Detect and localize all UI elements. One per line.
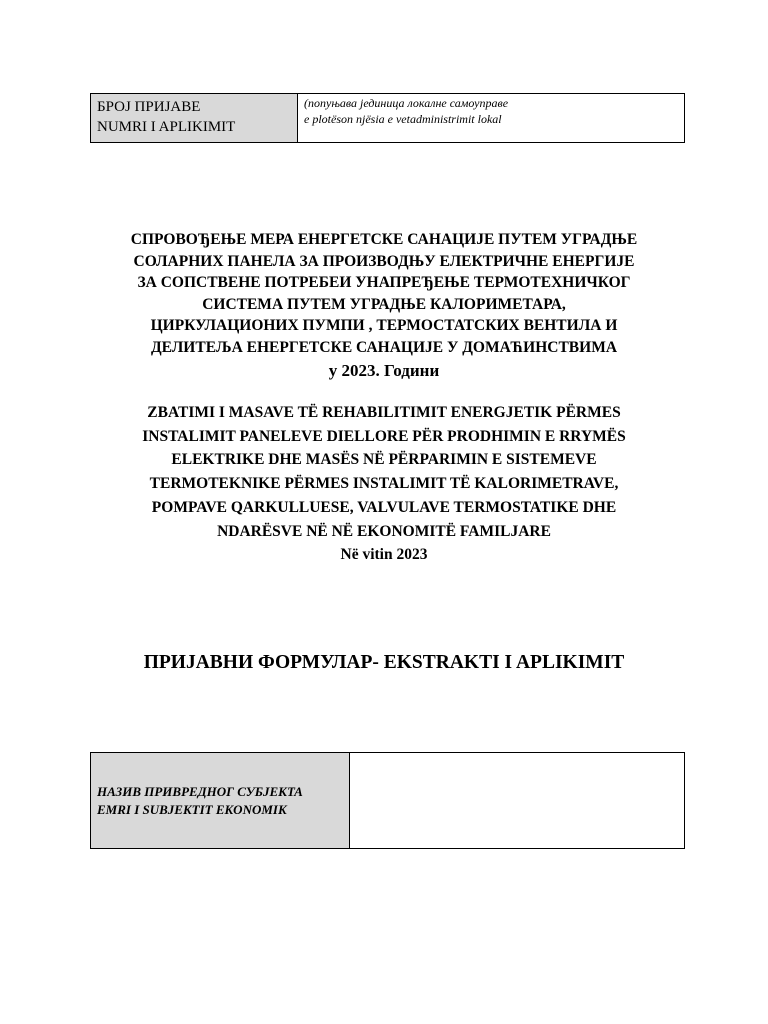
- form-title: ПРИЈАВНИ ФОРМУЛАР- EKSTRAKTI I APLIKIMIT: [143, 652, 625, 673]
- entity-name-label-sq: EMRI I SUBJEKTIT EKONOMIK: [97, 801, 287, 817]
- entity-name-label-cell: [91, 753, 350, 849]
- application-number-note-sr: (попуњава јединица локалне самоуправе: [304, 96, 509, 110]
- title-sr-line: ЦИРКУЛАЦИОНИХ ПУМПИ , ТЕРМОСТАТСКИХ ВЕНТИЛА И: [150, 317, 618, 335]
- title-sq-line: TERMOTEKNIKE PËRMES INSTALIMIT TË KALORIMETRAVE,: [149, 475, 619, 493]
- title-sr-line: СИСТЕМА ПУТЕМ УГРАДЊЕ КАЛОРИМЕТАРА,: [202, 295, 566, 313]
- title-sr-line: СОЛАРНИХ ПАНЕЛА ЗА ПРОИЗВОДЊУ ЕЛЕКТРИЧНЕ ЕНЕРГИЈЕ: [133, 252, 635, 270]
- title-sr-line: ДЕЛИТЕЉА ЕНЕРГЕТСКЕ САНАЦИЈЕ У ДОМАЋИНСТВИМА: [150, 338, 618, 356]
- entity-name-table: [90, 752, 685, 849]
- application-number-label-cell: [91, 94, 298, 143]
- application-number-note-sq: e plotëson njësia e vetadministrimit lokal: [304, 112, 502, 126]
- title-sq-year: Në vitin 2023: [340, 546, 428, 564]
- title-sq-line: ZBATIMI I MASAVE TË REHABILITIMIT ENERGJETIK PËRMES: [147, 404, 621, 421]
- title-sr-line: ЗА СОПСТВЕНЕ ПОТРЕБЕИ УНАПРЕЂЕЊЕ ТЕРМОТЕХНИЧКОГ: [137, 274, 631, 292]
- title-serbian: [84, 229, 684, 383]
- application-number-label-sr: БРОЈ ПРИЈАВЕ: [97, 99, 201, 115]
- application-number-label-sq: NUMRI I APLIKIMIT: [97, 119, 236, 135]
- application-number-field[interactable]: [298, 94, 685, 143]
- title-sr-year: у 2023. Години: [328, 360, 440, 380]
- entity-name-label-sr: НАЗИВ ПРИВРЕДНОГ СУБЈЕКТА: [97, 783, 303, 799]
- title-albanian: [84, 401, 684, 567]
- entity-name-field[interactable]: [350, 753, 685, 849]
- title-sq-line: INSTALIMIT PANELEVE DIELLORE PËR PRODHIMIN E RRYMËS: [142, 427, 626, 445]
- title-sq-line: ELEKTRIKE DHE MASËS NË PËRPARIMIN E SISTEMEVE: [171, 451, 597, 469]
- title-sr-line: СПРОВОЂЕЊЕ МЕРА ЕНЕРГЕТСКЕ САНАЦИЈЕ ПУТЕМ УГРАДЊЕ: [130, 231, 638, 248]
- application-number-table: [90, 93, 685, 143]
- title-sq-line: NDARËSVE NË NË EKONOMITË FAMILJARE: [217, 522, 551, 540]
- title-sq-line: POMPAVE QARKULLUESE, VALVULAVE TERMOSTATIKE DHE: [151, 498, 617, 516]
